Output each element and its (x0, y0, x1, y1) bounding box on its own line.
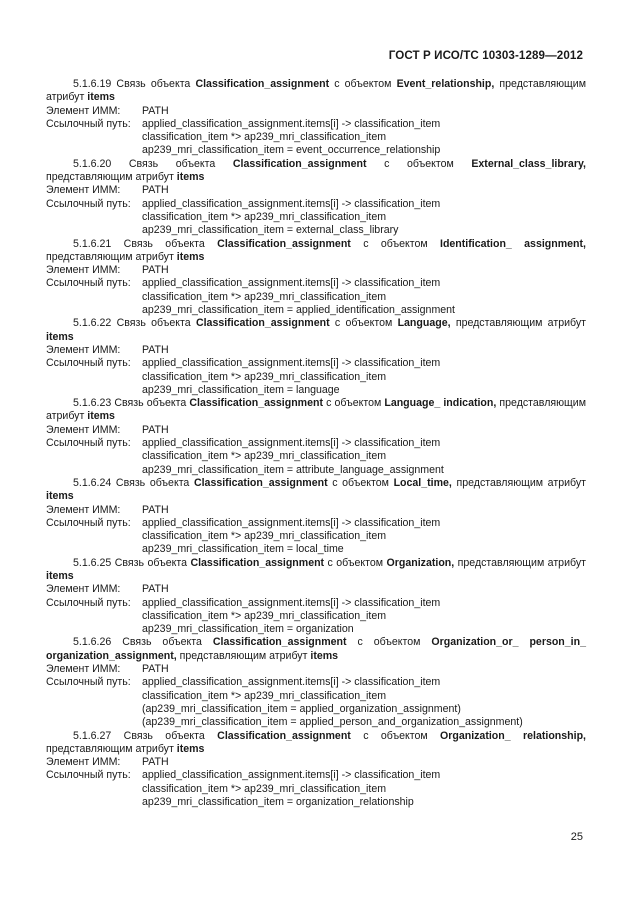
ref-path-row (46, 118, 586, 131)
mapping-item (46, 317, 586, 397)
attribute-name: items (46, 569, 74, 582)
heading-text: Связь объекта (116, 317, 196, 330)
ref-path-line: classification_item *> ap239_mri_classification_item (142, 450, 387, 463)
imm-label: Элемент ИММ: (46, 104, 121, 117)
imm-value: PATH (142, 184, 169, 197)
heading-text: представляющим атрибут (451, 476, 586, 489)
ref-path-line: applied_classification_assignment.items[i] -> classification_item (142, 357, 441, 370)
document-header: ГОСТ Р ИСО/ТС 10303-1289—2012 (388, 49, 583, 62)
target-entity: Organization, (386, 556, 455, 569)
imm-value: PATH (142, 343, 169, 356)
heading-text: представляющим атрибут (46, 250, 177, 263)
ref-path-line: classification_item *> ap239_mri_classification_item (142, 370, 387, 383)
target-entity: Organization_or_ person_in_ organization_assignment, (46, 636, 586, 662)
heading-text: с объектом (366, 157, 472, 170)
source-entity: Classification_assignment (217, 237, 351, 250)
mapping-item (46, 557, 586, 637)
imm-value: PATH (142, 663, 169, 676)
attribute-name: items (176, 171, 205, 184)
heading-text: Связь объекта (123, 237, 218, 250)
item-heading (46, 730, 586, 757)
imm-row (46, 663, 586, 676)
ref-path-line: classification_item *> ap239_mri_classification_item (142, 689, 387, 702)
item-heading (46, 397, 586, 424)
mapping-item (46, 636, 586, 729)
ref-path-line: ap239_mri_classification_item = external_class_library (142, 224, 399, 237)
mapping-item (46, 78, 586, 158)
heading-text: представляющим атрибут (46, 397, 586, 423)
ref-path-line: classification_item *> ap239_mri_classification_item (142, 530, 387, 543)
heading-text: Связь объекта (115, 476, 194, 489)
imm-label: Элемент ИММ: (46, 503, 121, 516)
imm-value: PATH (142, 756, 169, 769)
item-number: 5.1.6.26 (73, 636, 112, 649)
ref-path-line: applied_classification_assignment.items[i] -> classification_item (142, 277, 441, 290)
imm-value: PATH (142, 264, 169, 277)
item-heading (46, 317, 586, 344)
ref-path-label: Ссылочный путь: (46, 596, 131, 609)
ref-path-line: (ap239_mri_classification_item = applied_organization_assignment) (142, 702, 461, 715)
mapping-item (46, 397, 586, 477)
attribute-name: items (176, 742, 205, 755)
heading-text: с объектом (350, 729, 440, 742)
page-number: 25 (570, 831, 583, 843)
item-number: 5.1.6.25 (73, 556, 112, 569)
item-number: 5.1.6.24 (73, 476, 112, 489)
imm-label: Элемент ИММ: (46, 583, 121, 596)
ref-path-label: Ссылочный путь: (46, 197, 131, 210)
item-heading (46, 636, 586, 663)
imm-row (46, 583, 586, 596)
heading-text: Связь объекта (116, 78, 196, 90)
item-number: 5.1.6.22 (73, 317, 112, 330)
ref-path-line: classification_item *> ap239_mri_classification_item (142, 609, 387, 622)
item-heading (46, 477, 586, 504)
ref-path-line: ap239_mri_classification_item = attribute_language_assignment (142, 463, 444, 476)
attribute-name: items (46, 330, 74, 343)
document-body (46, 78, 586, 809)
heading-text: Связь объекта (128, 157, 233, 170)
ref-path-line: ap239_mri_classification_item = local_time (142, 543, 344, 556)
mapping-item (46, 238, 586, 318)
ref-path-row (46, 437, 586, 450)
ref-path-line: applied_classification_assignment.items[i] -> classification_item (142, 596, 441, 609)
imm-label: Элемент ИММ: (46, 184, 121, 197)
source-entity: Classification_assignment (232, 157, 367, 170)
imm-row (46, 264, 586, 277)
source-entity: Classification_assignment (212, 636, 347, 649)
item-number: 5.1.6.19 (73, 78, 112, 90)
imm-value: PATH (142, 583, 169, 596)
ref-path-line: ap239_mri_classification_item = applied_identification_assignment (142, 304, 455, 317)
imm-row (46, 344, 586, 357)
ref-path-row (46, 277, 586, 290)
source-entity: Classification_assignment (190, 556, 325, 569)
attribute-name: items (176, 250, 205, 263)
ref-path-line: applied_classification_assignment.items[i] -> classification_item (142, 437, 441, 450)
imm-value: PATH (142, 503, 169, 516)
target-entity: Organization_ relationship, (440, 729, 586, 742)
imm-row (46, 105, 586, 118)
ref-path-line: classification_item *> ap239_mri_classification_item (142, 782, 387, 795)
heading-text: с объектом (329, 78, 397, 90)
target-entity: Event_relationship, (396, 78, 495, 90)
target-entity: Language, (397, 317, 451, 330)
ref-path-label: Ссылочный путь: (46, 277, 131, 290)
item-number: 5.1.6.20 (73, 157, 112, 170)
ref-path-row (46, 676, 586, 689)
item-heading (46, 78, 586, 105)
item-number: 5.1.6.21 (73, 237, 112, 250)
source-entity: Classification_assignment (193, 476, 328, 489)
ref-path-line: applied_classification_assignment.items[i] -> classification_item (142, 676, 441, 689)
mapping-item (46, 730, 586, 810)
item-heading (46, 158, 586, 185)
attribute-name: items (87, 410, 115, 423)
heading-text: с объектом (324, 556, 387, 569)
ref-path-row (46, 517, 586, 530)
imm-label: Элемент ИММ: (46, 663, 121, 676)
ref-path-row (46, 769, 586, 782)
ref-path-label: Ссылочный путь: (46, 117, 131, 130)
target-entity: Language_ indication, (384, 397, 497, 410)
target-entity: Identification_ assignment, (440, 237, 586, 250)
imm-row (46, 184, 586, 197)
ref-path-line: classification_item *> ap239_mri_classification_item (142, 210, 387, 223)
heading-text: представляющим атрибут (454, 556, 586, 569)
heading-text: с объектом (346, 636, 432, 649)
ref-path-label: Ссылочный путь: (46, 769, 131, 782)
imm-label: Элемент ИММ: (46, 756, 121, 769)
imm-row (46, 756, 586, 769)
heading-text: представляющим атрибут (176, 649, 311, 662)
imm-value: PATH (142, 104, 169, 117)
attribute-name: items (46, 490, 74, 503)
ref-path-label: Ссылочный путь: (46, 437, 131, 450)
ref-path-line: ap239_mri_classification_item = language (142, 383, 340, 396)
attribute-name: items (310, 649, 339, 662)
heading-text: представляющим атрибут (46, 78, 586, 104)
ref-path-line: ap239_mri_classification_item = organization (142, 623, 354, 636)
heading-text: Связь объекта (122, 636, 213, 649)
imm-row (46, 424, 586, 437)
heading-text: представляющим атрибут (450, 317, 586, 330)
source-entity: Classification_assignment (195, 317, 330, 330)
source-entity: Classification_assignment (195, 78, 330, 90)
target-entity: External_class_library, (471, 157, 586, 170)
ref-path-line: applied_classification_assignment.items[i] -> classification_item (142, 117, 441, 130)
heading-text: Связь объекта (114, 397, 190, 410)
ref-path-line: ap239_mri_classification_item = event_occurrence_relationship (142, 144, 441, 157)
ref-path-line: ap239_mri_classification_item = organization_relationship (142, 796, 414, 809)
heading-text: с объектом (323, 397, 385, 410)
heading-text: с объектом (329, 317, 398, 330)
mapping-item (46, 158, 586, 238)
source-entity: Classification_assignment (217, 729, 351, 742)
ref-path-row (46, 597, 586, 610)
heading-text: Связь объекта (114, 556, 191, 569)
ref-path-row (46, 357, 586, 370)
ref-path-line: classification_item *> ap239_mri_classification_item (142, 131, 387, 144)
mapping-item (46, 477, 586, 557)
ref-path-line: classification_item *> ap239_mri_classification_item (142, 290, 387, 303)
ref-path-label: Ссылочный путь: (46, 516, 131, 529)
ref-path-label: Ссылочный путь: (46, 676, 131, 689)
ref-path-line: (ap239_mri_classification_item = applied_person_and_organization_assignment) (142, 716, 523, 729)
ref-path-line: applied_classification_assignment.items[i] -> classification_item (142, 769, 441, 782)
heading-text: представляющим атрибут (46, 742, 177, 755)
heading-text: представляющим атрибут (46, 171, 177, 184)
heading-text: Связь объекта (123, 729, 218, 742)
item-number: 5.1.6.27 (73, 729, 112, 742)
imm-label: Элемент ИММ: (46, 264, 121, 277)
item-number: 5.1.6.23 (73, 397, 112, 410)
imm-value: PATH (142, 423, 169, 436)
imm-label: Элемент ИММ: (46, 343, 121, 356)
attribute-name: items (87, 91, 115, 104)
item-heading (46, 557, 586, 584)
ref-path-line: applied_classification_assignment.items[i] -> classification_item (142, 197, 441, 210)
imm-label: Элемент ИММ: (46, 423, 121, 436)
ref-path-line: applied_classification_assignment.items[i] -> classification_item (142, 516, 441, 529)
ref-path-row (46, 198, 586, 211)
ref-path-label: Ссылочный путь: (46, 357, 131, 370)
target-entity: Local_time, (393, 476, 452, 489)
heading-text: с объектом (350, 237, 440, 250)
imm-row (46, 504, 586, 517)
heading-text: с объектом (327, 476, 394, 489)
item-heading (46, 238, 586, 265)
source-entity: Classification_assignment (189, 397, 323, 410)
